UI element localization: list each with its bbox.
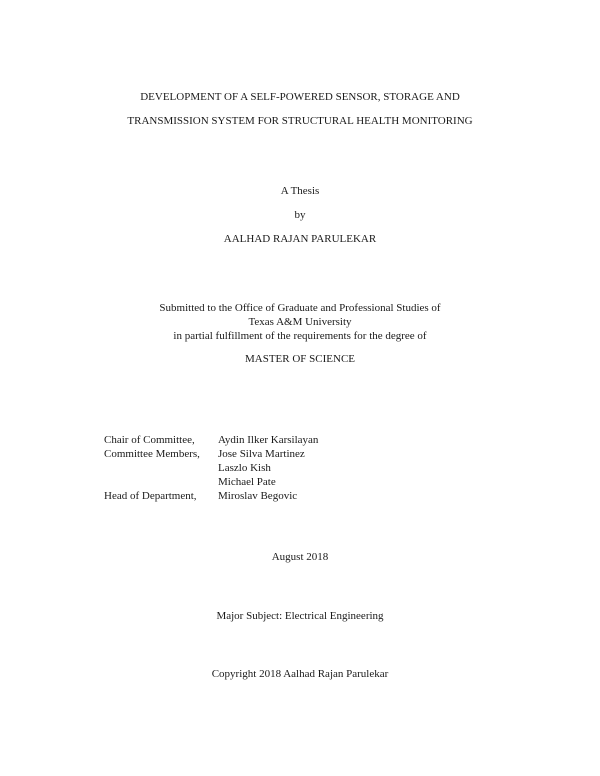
committee-member-name: Miroslav Begovic — [218, 490, 298, 502]
author-name: AALHAD RAJAN PARULEKAR — [223, 233, 377, 245]
submission-date: August 2018 — [271, 551, 329, 563]
document-type: A Thesis — [280, 185, 320, 197]
submission-line-2: Texas A&M University — [248, 316, 352, 328]
committee-member-name: Aydin Ilker Karsilayan — [218, 434, 319, 446]
submission-line-3: in partial fulfillment of the requirements for the degree of — [173, 330, 427, 342]
degree-name: MASTER OF SCIENCE — [244, 353, 356, 365]
copyright-notice: Copyright 2018 Aalhad Rajan Parulekar — [211, 668, 389, 680]
committee-member-name: Laszlo Kish — [218, 462, 271, 474]
committee-role: Chair of Committee, — [104, 434, 195, 446]
committee-role: Head of Department, — [104, 490, 197, 502]
committee-member-name: Michael Pate — [218, 476, 276, 488]
title-line-1: DEVELOPMENT OF A SELF-POWERED SENSOR, STORAGE AND — [140, 91, 460, 103]
major-subject: Major Subject: Electrical Engineering — [216, 610, 384, 622]
committee-member-name: Jose Silva Martinez — [218, 448, 305, 460]
submission-line-1: Submitted to the Office of Graduate and Professional Studies of — [159, 302, 441, 314]
committee-role: Committee Members, — [104, 448, 200, 460]
title-line-2: TRANSMISSION SYSTEM FOR STRUCTURAL HEALTH MONITORING — [127, 115, 473, 127]
by-label: by — [294, 209, 306, 221]
